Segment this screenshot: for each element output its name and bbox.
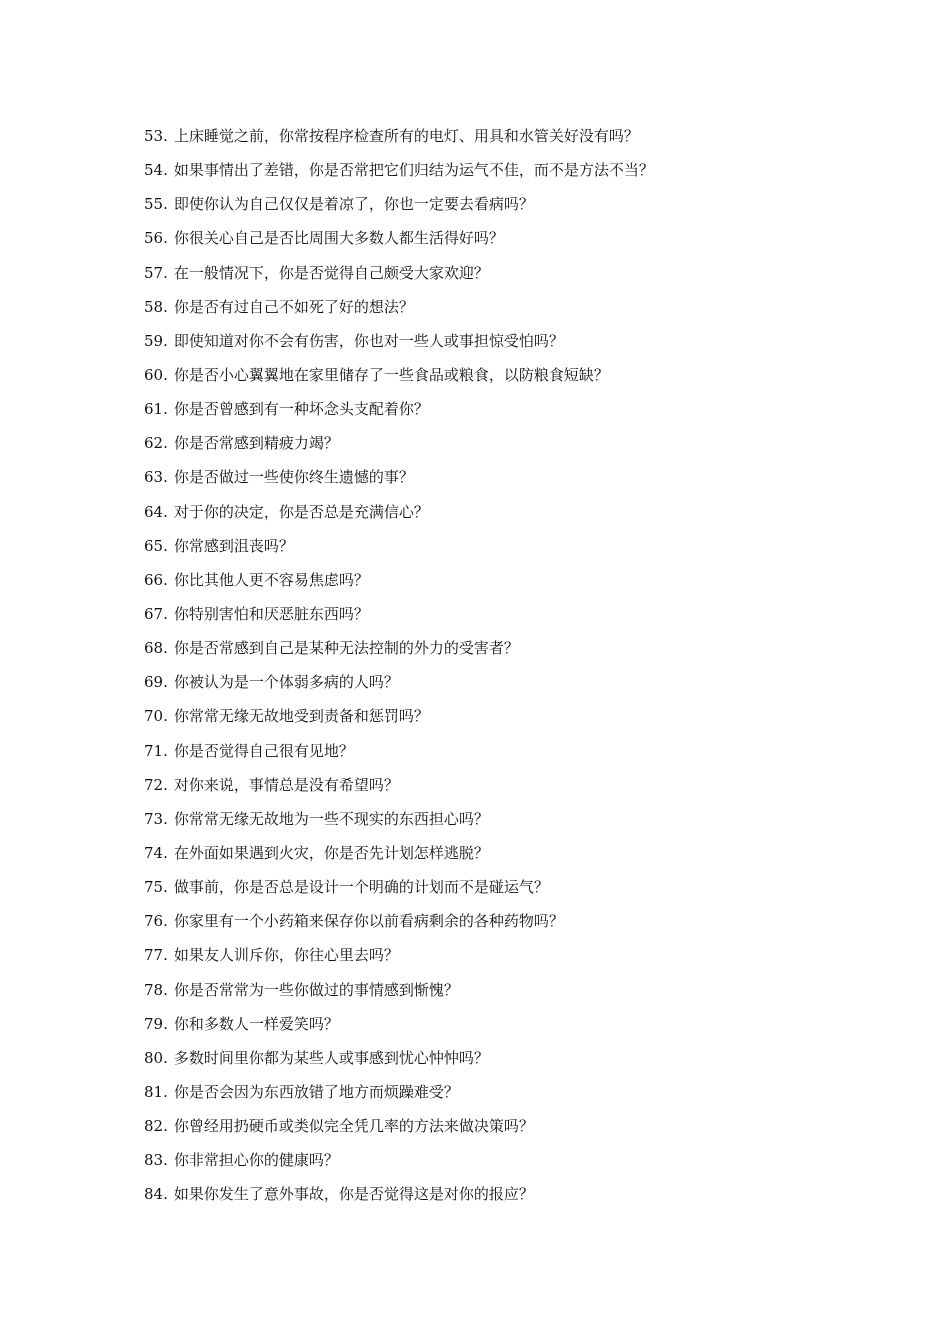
question-number: 57. (144, 263, 168, 282)
question-number: 69. (144, 673, 168, 692)
question-number: 56. (144, 229, 168, 248)
question-text: 如果事情出了差错，你是否常把它们归结为运气不佳，而不是方法不当？ (173, 161, 654, 180)
question-number: 53. (144, 127, 168, 145)
question-item (144, 943, 884, 977)
question-number: 77. (144, 946, 168, 965)
question-item (144, 602, 884, 636)
question-item (144, 909, 884, 943)
question-item (144, 1080, 884, 1114)
question-item (144, 261, 884, 295)
question-number: 64. (144, 502, 168, 521)
question-text: 你是否曾感到有一种坏念头支配着你？ (173, 400, 429, 419)
question-item (144, 226, 884, 260)
question-item (144, 1046, 884, 1080)
question-text: 你常常无缘无故地为一些不现实的东西担心吗？ (173, 809, 489, 828)
question-item (144, 773, 884, 807)
question-text: 在一般情况下，你是否觉得自己颇受大家欢迎？ (173, 263, 489, 282)
question-number: 65. (144, 536, 168, 555)
question-item (144, 465, 884, 499)
question-text: 你很关心自己是否比周围大多数人都生活得好吗？ (173, 229, 504, 248)
question-number: 66. (144, 570, 168, 589)
question-text: 你是否常常为一些你做过的事情感到惭愧？ (173, 980, 459, 999)
question-text: 上床睡觉之前，你常按程序检查所有的电灯、用具和水管关好没有吗？ (173, 127, 639, 145)
question-text: 即使你认为自己仅仅是着凉了，你也一定要去看病吗？ (173, 195, 534, 214)
question-text: 如果你发生了意外事故，你是否觉得这是对你的报应？ (173, 1185, 534, 1204)
question-item (144, 978, 884, 1012)
question-number: 59. (144, 331, 168, 350)
question-list (144, 124, 884, 1217)
question-text: 你曾经用扔硬币或类似完全凭几率的方法来做决策吗？ (173, 1117, 534, 1136)
question-number: 70. (144, 707, 168, 726)
question-item (144, 329, 884, 363)
question-number: 75. (144, 878, 168, 897)
question-number: 73. (144, 809, 168, 828)
question-text: 对于你的决定，你是否总是充满信心？ (173, 502, 429, 521)
question-text: 你家里有一个小药箱来保存你以前看病剩余的各种药物吗？ (173, 912, 564, 931)
question-number: 68. (144, 639, 168, 658)
question-number: 55. (144, 195, 168, 214)
question-text: 即使知道对你不会有伤害，你也对一些人或事担惊受怕吗？ (173, 331, 564, 350)
question-item (144, 1114, 884, 1148)
question-number: 79. (144, 1014, 168, 1033)
question-item (144, 192, 884, 226)
question-item (144, 500, 884, 534)
question-text: 你是否有过自己不如死了好的想法？ (173, 297, 414, 316)
question-text: 你是否觉得自己很有见地？ (173, 741, 354, 760)
question-number: 76. (144, 912, 168, 931)
question-number: 80. (144, 1048, 168, 1067)
question-text: 在外面如果遇到火灾，你是否先计划怎样逃脱？ (173, 843, 489, 862)
question-text: 你特别害怕和厌恶脏东西吗？ (173, 604, 369, 623)
question-number: 84. (144, 1185, 168, 1204)
question-number: 71. (144, 741, 168, 760)
question-item (144, 431, 884, 465)
question-number: 61. (144, 400, 168, 419)
question-item (144, 363, 884, 397)
question-text: 如果友人训斥你，你往心里去吗？ (173, 946, 399, 965)
question-item (144, 739, 884, 773)
question-text: 你是否小心翼翼地在家里储存了一些食品或粮食，以防粮食短缺？ (173, 365, 609, 384)
question-item (144, 670, 884, 704)
question-text: 你和多数人一样爱笑吗？ (173, 1014, 339, 1033)
question-number: 62. (144, 434, 168, 453)
question-text: 你是否常感到精疲力竭？ (173, 434, 339, 453)
question-number: 81. (144, 1082, 168, 1101)
question-text: 你是否做过一些使你终生遗憾的事？ (173, 468, 414, 487)
question-item (144, 636, 884, 670)
question-number: 67. (144, 604, 168, 623)
question-item (144, 158, 884, 192)
question-text: 你是否会因为东西放错了地方而烦躁难受？ (173, 1082, 459, 1101)
question-item (144, 704, 884, 738)
question-number: 60. (144, 365, 168, 384)
question-number: 54. (144, 161, 168, 180)
question-text: 你是否常感到自己是某种无法控制的外力的受害者？ (173, 639, 519, 658)
question-item (144, 397, 884, 431)
question-number: 74. (144, 843, 168, 862)
question-item (144, 568, 884, 602)
question-number: 58. (144, 297, 168, 316)
question-number: 83. (144, 1151, 168, 1170)
question-text: 你常感到沮丧吗？ (173, 536, 294, 555)
question-text: 多数时间里你都为某些人或事感到忧心忡忡吗？ (173, 1048, 489, 1067)
question-text: 做事前，你是否总是设计一个明确的计划而不是碰运气？ (173, 878, 549, 897)
question-text: 对你来说，事情总是没有希望吗？ (173, 775, 399, 794)
question-item (144, 875, 884, 909)
question-item (144, 124, 884, 158)
question-item (144, 807, 884, 841)
question-number: 63. (144, 468, 168, 487)
question-text: 你常常无缘无故地受到责备和惩罚吗？ (173, 707, 429, 726)
question-text: 你比其他人更不容易焦虑吗？ (173, 570, 369, 589)
question-number: 82. (144, 1117, 168, 1136)
question-text: 你非常担心你的健康吗？ (173, 1151, 339, 1170)
question-item (144, 1182, 884, 1216)
question-number: 78. (144, 980, 168, 999)
question-item (144, 534, 884, 568)
question-number: 72. (144, 775, 168, 794)
question-text: 你被认为是一个体弱多病的人吗？ (173, 673, 399, 692)
question-item (144, 841, 884, 875)
question-item (144, 295, 884, 329)
question-item (144, 1148, 884, 1182)
question-item (144, 1012, 884, 1046)
